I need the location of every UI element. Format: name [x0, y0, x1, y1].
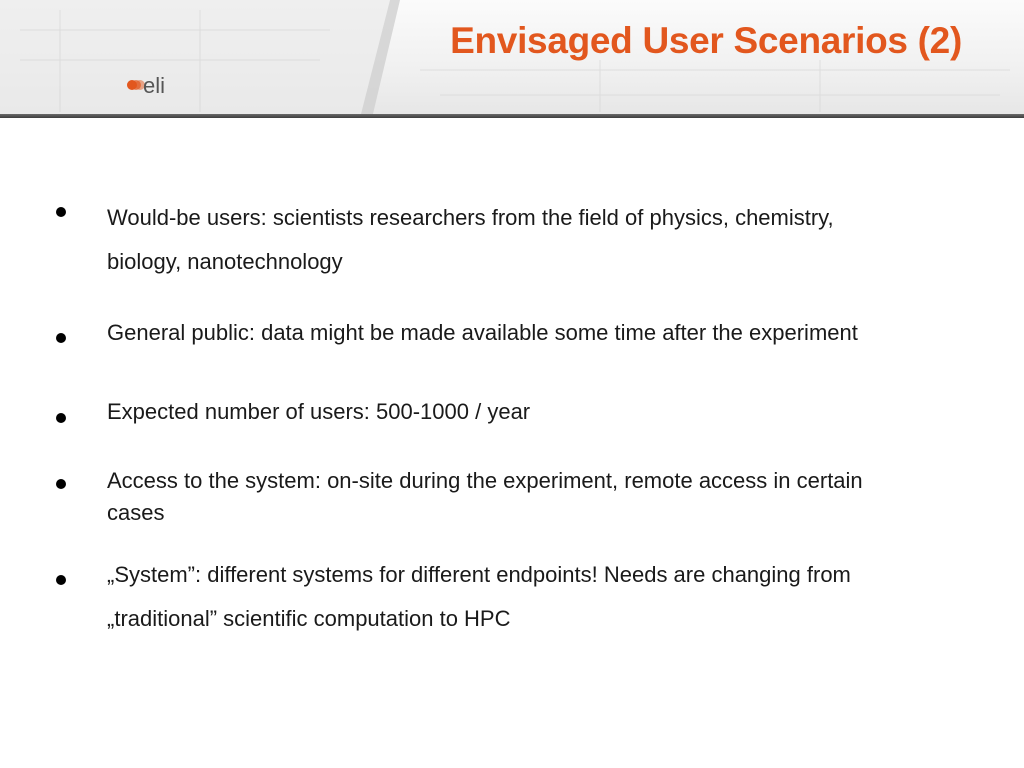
slide-title: Envisaged User Scenarios (2)	[450, 20, 962, 61]
bullet-marker	[56, 479, 66, 489]
bullet-text	[107, 196, 957, 284]
bullet-text	[107, 465, 957, 529]
bullet-marker	[56, 333, 66, 343]
bullet-line: Access to the system: on-site during the experiment, remote access in certain	[107, 468, 863, 493]
bullet-text	[107, 318, 957, 348]
logo-text: eli	[143, 73, 166, 98]
bullet-line: General public: data might be made available some time after the experiment	[107, 320, 858, 345]
bullet-line: Would-be users: scientists researchers from the field of physics, chemistry,	[107, 205, 834, 230]
bullet-text	[107, 397, 957, 427]
bullet-line: biology, nanotechnology	[107, 249, 343, 274]
bullet-marker	[56, 207, 66, 217]
bullet-line: Expected number of users: 500-1000 / year	[107, 399, 531, 424]
bullet-marker	[56, 413, 66, 423]
bullet-text	[107, 553, 957, 641]
bullet-line: „System”: different systems for different endpoints! Needs are changing from	[107, 562, 851, 587]
bullet-line: cases	[107, 500, 165, 525]
bullet-marker	[56, 575, 66, 585]
bullet-line: „traditional” scientific computation to HPC	[107, 606, 511, 631]
